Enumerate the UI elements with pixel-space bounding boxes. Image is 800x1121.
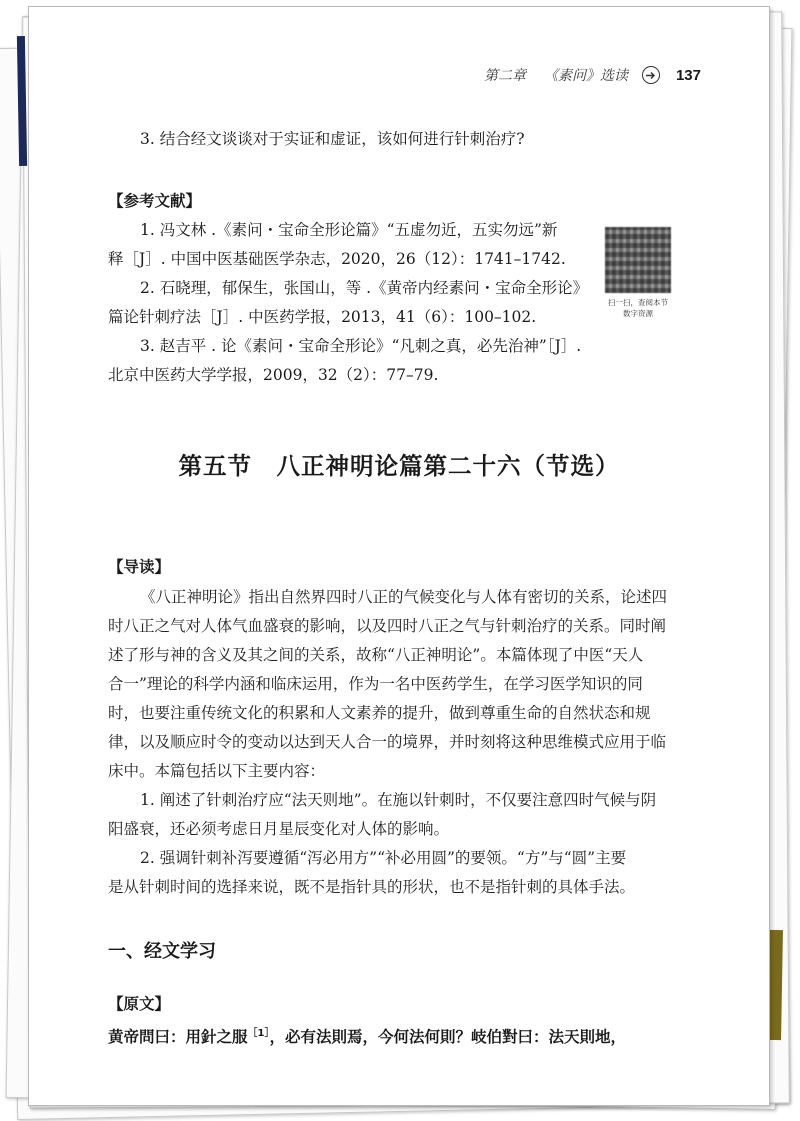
original-heading: 【原文】 [108,995,171,1013]
qr-code-block[interactable] [599,227,677,319]
section-title: 第五节 八正神明论篇第二十六（节选） [178,452,620,480]
review-question: 3. 结合经文谈谈对于实证和虚证，该如何进行针刺治疗? [140,130,525,148]
reference-item-line: 释［J］. 中国中医基础医学杂志，2020，26（12）：1741–1742. [108,250,566,268]
guide-heading: 【导读】 [108,558,171,576]
guide-point-line: 2. 强调针刺补泻要遵循“泻必用方”“补必用圆”的要领。“方”与“圆”主要 [140,849,627,867]
references-heading: 【参考文献】 [108,192,202,210]
guide-line: 床中。本篇包括以下主要内容： [108,762,326,780]
qr-caption: 扫一扫，查阅本节 [608,298,668,307]
original-text-part: 黄帝問曰：用針之服 [108,1028,248,1047]
guide-point-line: 阳盛衰，还必须考虑日月星辰变化对人体的影响。 [108,820,450,838]
reference-item-line: 1. 冯文林 .《素问・宝命全形论篇》“五虚勿近，五实勿远”新 [140,221,558,239]
chapter-label: 第二章 [483,68,526,84]
arrow-right-circle-icon [642,66,660,84]
subheading: 一、经文学习 [108,941,216,962]
footnote-marker[interactable]: ［1］ [247,1028,270,1039]
guide-line: 律，以及顺应时令的变动以达到天人合一的境界，并时刻将这种思维模式应用于临 [108,733,667,751]
guide-point-line: 是从针刺时间的选择来说，既不是指针具的形状，也不是指针刺的具体手法。 [108,878,636,896]
running-header [484,65,701,85]
guide-body [108,583,714,902]
original-text-part: ，必有法則焉，今何法何則？岐伯對曰：法天則地， [269,1028,626,1047]
guide-line: 合一”理论的科学内涵和临床运用，作为一名中医药学生，在学习医学知识的同 [108,675,643,693]
qr-code[interactable] [605,227,671,293]
guide-line: 《八正神明论》指出自然界四时八正的气候变化与人体有密切的关系，论述四 [140,588,668,606]
guide-line: 时八正之气对人体气血盛衰的影响，以及四时八正之气与针刺治疗的关系。同时阐 [108,617,667,635]
guide-line: 时，也要注重传统文化的积累和人文素养的提升，做到尊重生命的自然状态和规 [108,704,651,722]
page-number: 137 [675,66,701,84]
guide-point-line: 1. 阐述了针刺治疗应“法天则地”。在施以针刺时，不仅要注意四时气候与阴 [140,791,657,809]
guide-line: 述了形与神的含义及其之间的关系，故称“八正神明论”。本篇体现了中医“天人 [108,646,644,664]
reference-item-line: 3. 赵吉平 . 论《素问・宝命全形论》“凡刺之真，必先治神”［J］. [140,337,582,355]
book-page [28,6,770,1106]
reference-item-line: 北京中医药大学学报，2009，32（2）：77–79. [108,366,439,384]
original-text [108,1019,714,1052]
reference-list [108,216,598,390]
reference-item-line: 2. 石晓理，郁保生，张国山，等 .《黄帝内经素问・宝命全形论》 [140,279,589,297]
qr-caption: 数字资源 [623,309,653,318]
reference-item-line: 篇论针刺疗法［J］. 中医药学报，2013，41（6）：100–102. [108,308,537,326]
book-section-label: 《素问》选读 [543,68,628,84]
